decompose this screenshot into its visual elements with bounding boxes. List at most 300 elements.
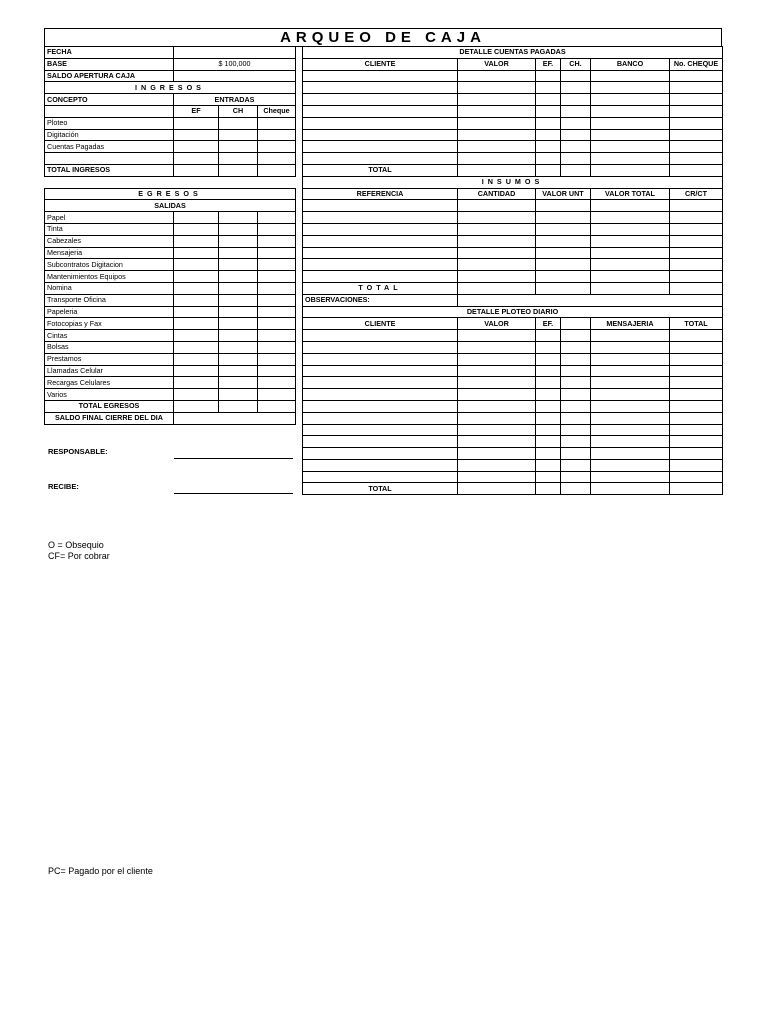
egresos-amount-cell[interactable] [258,389,296,401]
insumos-row-cell[interactable] [536,247,591,259]
egresos-amount-cell[interactable] [219,318,258,330]
ingresos-amount-cell[interactable] [174,117,219,129]
insumos-row-cell[interactable] [303,259,458,271]
egresos-amount-cell[interactable] [174,247,219,259]
egresos-amount-cell[interactable] [258,306,296,318]
egresos-item-label: Llamadas Celular [45,365,174,377]
egresos-item-label: Papel [45,212,174,224]
cuentas-row-cell[interactable] [303,70,458,82]
insumos-row-cell[interactable] [303,223,458,235]
ploteo-row-cell[interactable] [536,436,561,448]
ploteo-row-cell[interactable] [303,400,458,412]
egresos-amount-cell[interactable] [219,389,258,401]
egresos-amount-cell[interactable] [258,235,296,247]
egresos-row [45,389,296,401]
egresos-amount-cell[interactable] [258,282,296,294]
insumos-row-cell[interactable] [591,223,670,235]
egresos-amount-cell[interactable] [258,330,296,342]
cuentas-row-cell[interactable] [591,70,670,82]
ploteo-row-cell[interactable] [561,412,591,424]
cuentas-row-cell[interactable] [591,82,670,94]
cuentas-row-cell[interactable] [591,129,670,141]
cuentas-title-row [303,47,723,59]
insumos-row-cell[interactable] [670,235,723,247]
ploteo-row-cell[interactable] [591,330,670,342]
ploteo-row-cell[interactable] [561,400,591,412]
ingresos-amount-cell[interactable] [174,141,219,153]
egresos-item-label: Tinta [45,223,174,235]
cuentas-row-cell[interactable] [303,94,458,106]
egresos-amount-cell[interactable] [258,223,296,235]
cuentas-row-cell[interactable] [536,94,561,106]
egresos-amount-cell[interactable] [258,318,296,330]
observaciones-field[interactable] [458,294,723,306]
cuentas-row-cell[interactable] [536,105,561,117]
note-obsequio: O = Obsequio [48,540,104,550]
egresos-amount-cell[interactable] [219,235,258,247]
ploteo-row-cell[interactable] [458,459,536,471]
ingresos-amount-cell[interactable] [219,129,258,141]
ploteo-row-cell[interactable] [303,365,458,377]
insumos-row-cell[interactable] [458,200,536,212]
ploteo-row-cell[interactable] [458,389,536,401]
ploteo-row-cell[interactable] [561,353,591,365]
cuentas-title: DETALLE CUENTAS PAGADAS [303,47,723,59]
ploteo-row [303,389,723,401]
ploteo-row-cell[interactable] [591,448,670,460]
ploteo-row-cell[interactable] [591,412,670,424]
egresos-amount-cell[interactable] [174,306,219,318]
ploteo-row-cell[interactable] [670,459,723,471]
ploteo-row-cell[interactable] [670,471,723,483]
ploteo-row-cell[interactable] [536,341,561,353]
cuentas-row-cell[interactable] [591,94,670,106]
title-box [44,28,722,47]
saldo-final-field[interactable] [174,412,296,424]
insumos-row-cell[interactable] [536,223,591,235]
ploteo-row-cell[interactable] [591,389,670,401]
ploteo-header-row [303,318,723,330]
insumos-row-cell[interactable] [458,235,536,247]
saldo-apertura-row [45,70,296,82]
ploteo-row-cell[interactable] [303,377,458,389]
saldo-apertura-field[interactable] [174,70,296,82]
total-egresos-label: TOTAL EGRESOS [45,400,174,412]
insumos-row-cell[interactable] [458,259,536,271]
ploteo-row-cell[interactable] [561,377,591,389]
ploteo-row-cell[interactable] [591,341,670,353]
ploteo-row-cell[interactable] [458,365,536,377]
cuentas-row-cell[interactable] [458,117,536,129]
insumos-header-referencia: REFERENCIA [303,188,458,200]
egresos-amount-cell[interactable] [258,377,296,389]
egresos-amount-cell[interactable] [258,212,296,224]
egresos-amount-cell[interactable] [219,353,258,365]
cuentas-row-cell[interactable] [458,94,536,106]
cuentas-row [303,129,723,141]
ploteo-row-cell[interactable] [303,424,458,436]
ploteo-row-cell[interactable] [670,448,723,460]
left-section [44,46,296,425]
right-section [302,46,723,495]
insumos-row-cell[interactable] [536,212,591,224]
ploteo-row-cell[interactable] [536,459,561,471]
cuentas-row-cell[interactable] [536,141,561,153]
insumos-row-cell[interactable] [670,247,723,259]
ploteo-row-cell[interactable] [561,424,591,436]
cuentas-header-banco: BANCO [591,58,670,70]
ploteo-row-cell[interactable] [303,330,458,342]
entradas-label: ENTRADAS [174,94,296,106]
ploteo-row-cell[interactable] [303,412,458,424]
ploteo-row-cell[interactable] [458,436,536,448]
page-title: ARQUEO DE CAJA [45,29,722,47]
ploteo-row-cell[interactable] [670,365,723,377]
ploteo-row-cell[interactable] [670,424,723,436]
egresos-amount-cell[interactable] [174,365,219,377]
cuentas-row [303,117,723,129]
ploteo-row-cell[interactable] [458,471,536,483]
egresos-amount-cell[interactable] [258,259,296,271]
ploteo-row-cell[interactable] [536,424,561,436]
ploteo-row-cell[interactable] [591,353,670,365]
ingresos-amount-cell[interactable] [219,141,258,153]
insumos-row-cell[interactable] [303,200,458,212]
base-label: BASE [45,58,174,70]
ploteo-row-cell[interactable] [536,448,561,460]
ingresos-row [45,129,296,141]
insumos-row-cell[interactable] [303,271,458,283]
col-cheque-header: Cheque [258,105,296,117]
cuentas-row-cell[interactable] [670,82,723,94]
ploteo-row-cell[interactable] [591,365,670,377]
ingresos-amount-cell[interactable] [219,153,258,165]
insumos-row-cell[interactable] [458,271,536,283]
egresos-amount-cell[interactable] [219,365,258,377]
cuentas-row-cell[interactable] [561,117,591,129]
ingresos-amount-cell[interactable] [219,117,258,129]
ploteo-row-cell[interactable] [561,471,591,483]
insumos-row-cell[interactable] [458,223,536,235]
ploteo-row-cell[interactable] [670,400,723,412]
ploteo-row-cell[interactable] [458,377,536,389]
egresos-amount-cell[interactable] [219,341,258,353]
cuentas-row-cell[interactable] [303,82,458,94]
cuentas-row-cell[interactable] [591,141,670,153]
ploteo-row-cell[interactable] [303,459,458,471]
egresos-amount-cell[interactable] [174,330,219,342]
egresos-amount-cell[interactable] [174,259,219,271]
egresos-amount-cell[interactable] [174,271,219,283]
cuentas-row-cell[interactable] [303,105,458,117]
egresos-amount-cell[interactable] [258,271,296,283]
egresos-amount-cell[interactable] [174,282,219,294]
ploteo-row-cell[interactable] [458,353,536,365]
insumos-title: INSUMOS [303,176,723,188]
ploteo-row-cell[interactable] [458,330,536,342]
insumos-row-cell[interactable] [536,259,591,271]
egresos-row [45,259,296,271]
egresos-amount-cell[interactable] [258,353,296,365]
ploteo-header-total: TOTAL [670,318,723,330]
egresos-amount-cell[interactable] [174,341,219,353]
cuentas-row-cell[interactable] [591,117,670,129]
ploteo-row-cell[interactable] [536,365,561,377]
cuentas-total-row [303,164,723,176]
ploteo-row [303,448,723,460]
ploteo-row-cell[interactable] [670,341,723,353]
cuentas-row-cell[interactable] [536,70,561,82]
egresos-amount-cell[interactable] [258,341,296,353]
ploteo-row-cell[interactable] [561,448,591,460]
ploteo-row-cell[interactable] [561,436,591,448]
cuentas-row-cell[interactable] [458,105,536,117]
cuentas-row [303,141,723,153]
cuentas-rows [303,70,723,164]
ploteo-row-cell[interactable] [670,353,723,365]
cuentas-row-cell[interactable] [670,153,723,165]
ploteo-row-cell[interactable] [561,459,591,471]
ploteo-header-blank [561,318,591,330]
insumos-rows [303,200,723,283]
cuentas-row-cell[interactable] [303,153,458,165]
insumos-row-cell[interactable] [536,235,591,247]
insumos-row-cell[interactable] [458,212,536,224]
ploteo-row-cell[interactable] [536,400,561,412]
egresos-item-label: Cabezales [45,235,174,247]
ploteo-row-cell[interactable] [303,448,458,460]
insumos-row-cell[interactable] [458,247,536,259]
egresos-row [45,223,296,235]
ploteo-row-cell[interactable] [458,400,536,412]
insumos-row-cell[interactable] [591,271,670,283]
egresos-amount-cell[interactable] [174,377,219,389]
egresos-amount-cell[interactable] [174,318,219,330]
egresos-amount-cell[interactable] [219,247,258,259]
ploteo-row-cell[interactable] [561,389,591,401]
observaciones-label: OBSERVACIONES: [303,294,458,306]
cuentas-row-cell[interactable] [670,129,723,141]
saldo-final-row [45,412,296,424]
ploteo-row-cell[interactable] [591,377,670,389]
cuentas-header-cliente: CLIENTE [303,58,458,70]
ploteo-row-cell[interactable] [591,424,670,436]
ploteo-row-cell[interactable] [458,424,536,436]
egresos-item-label: Recargas Celulares [45,377,174,389]
cuentas-total-label: TOTAL [303,164,458,176]
ploteo-row-cell[interactable] [670,412,723,424]
ploteo-row-cell[interactable] [591,471,670,483]
egresos-item-label: Fotocopias y Fax [45,318,174,330]
egresos-row [45,353,296,365]
ploteo-header-ef: EF. [536,318,561,330]
cuentas-row-cell[interactable] [561,153,591,165]
cuentas-row-cell[interactable] [458,153,536,165]
ploteo-row-cell[interactable] [536,412,561,424]
cuentas-row-cell[interactable] [561,82,591,94]
egresos-amount-cell[interactable] [219,377,258,389]
ploteo-total-row [303,483,723,495]
ploteo-row-cell[interactable] [536,353,561,365]
insumos-row-cell[interactable] [591,235,670,247]
insumos-row-cell[interactable] [591,212,670,224]
egresos-amount-cell[interactable] [258,365,296,377]
ploteo-row [303,400,723,412]
insumos-row-cell[interactable] [536,271,591,283]
cuentas-row-cell[interactable] [536,117,561,129]
ingresos-row [45,117,296,129]
ploteo-title: DETALLE PLOTEO DIARIO [303,306,723,318]
cuentas-row-cell[interactable] [561,94,591,106]
ploteo-row-cell[interactable] [591,400,670,412]
fecha-row [45,47,296,59]
ploteo-rows [303,330,723,483]
insumos-row-cell[interactable] [670,200,723,212]
ploteo-row-cell[interactable] [536,330,561,342]
insumos-row-cell[interactable] [303,247,458,259]
cuentas-header-ef: EF. [536,58,561,70]
ingresos-amount-cell[interactable] [258,117,296,129]
cuentas-row-cell[interactable] [670,70,723,82]
cuentas-row-cell[interactable] [670,117,723,129]
insumos-row-cell[interactable] [591,259,670,271]
ploteo-row-cell[interactable] [670,389,723,401]
egresos-amount-cell[interactable] [174,389,219,401]
cuentas-header-no-cheque: No. CHEQUE [670,58,723,70]
ingresos-amount-cell[interactable] [174,129,219,141]
ploteo-row-cell[interactable] [303,353,458,365]
insumos-row-cell[interactable] [591,247,670,259]
total-ingresos-row [45,164,296,176]
ploteo-row-cell[interactable] [458,412,536,424]
insumos-total-label: TOTAL [303,282,458,294]
ingresos-amount-cell[interactable] [174,153,219,165]
cuentas-header-row [303,58,723,70]
egresos-amount-cell[interactable] [219,259,258,271]
cuentas-row-cell[interactable] [458,141,536,153]
ploteo-row-cell[interactable] [458,448,536,460]
egresos-row [45,377,296,389]
cuentas-row-cell[interactable] [561,141,591,153]
cuentas-row-cell[interactable] [303,117,458,129]
egresos-amount-cell[interactable] [219,330,258,342]
ploteo-row [303,377,723,389]
responsable-signature-line[interactable] [174,458,293,459]
egresos-amount-cell[interactable] [258,247,296,259]
insumos-row-cell[interactable] [670,259,723,271]
ploteo-row-cell[interactable] [303,471,458,483]
cuentas-row-cell[interactable] [303,129,458,141]
egresos-row [45,282,296,294]
ploteo-row-cell[interactable] [536,377,561,389]
ploteo-row-cell[interactable] [536,471,561,483]
ploteo-row-cell[interactable] [303,341,458,353]
note-por-cobrar: CF= Por cobrar [48,551,110,561]
ploteo-row-cell[interactable] [561,365,591,377]
egresos-row [45,212,296,224]
egresos-row [45,330,296,342]
egresos-amount-cell[interactable] [174,212,219,224]
ploteo-row-cell[interactable] [591,459,670,471]
ploteo-row-cell[interactable] [561,330,591,342]
ploteo-row-cell[interactable] [670,436,723,448]
insumos-row-cell[interactable] [670,223,723,235]
egresos-amount-cell[interactable] [174,353,219,365]
recibe-label: RECIBE: [48,482,79,491]
recibe-signature-line[interactable] [174,493,293,494]
egresos-amount-cell[interactable] [174,235,219,247]
ploteo-row-cell[interactable] [303,389,458,401]
insumos-row-cell[interactable] [670,271,723,283]
ingresos-amount-cell[interactable] [258,153,296,165]
ploteo-row-cell[interactable] [561,341,591,353]
cuentas-row-cell[interactable] [458,129,536,141]
ploteo-row-cell[interactable] [670,377,723,389]
egresos-amount-cell[interactable] [219,212,258,224]
ingresos-item-label: Cuentas Pagadas [45,141,174,153]
egresos-item-label: Mantenimientos Equipos [45,271,174,283]
cuentas-row [303,94,723,106]
cuentas-row-cell[interactable] [458,70,536,82]
ploteo-row-cell[interactable] [536,389,561,401]
ploteo-row-cell[interactable] [303,436,458,448]
fecha-field[interactable] [174,47,296,59]
insumos-row-cell[interactable] [303,212,458,224]
cuentas-row-cell[interactable] [561,129,591,141]
cuentas-row-cell[interactable] [536,129,561,141]
cuentas-row-cell[interactable] [670,105,723,117]
cuentas-row-cell[interactable] [458,82,536,94]
insumos-header-valor-total: VALOR TOTAL [591,188,670,200]
cuentas-row-cell[interactable] [536,153,561,165]
saldo-final-label: SALDO FINAL CIERRE DEL DIA [45,412,174,424]
cuentas-row-cell[interactable] [591,153,670,165]
insumos-row-cell[interactable] [591,200,670,212]
egresos-row [45,318,296,330]
ploteo-row [303,424,723,436]
egresos-amount-cell[interactable] [219,271,258,283]
egresos-row [45,235,296,247]
cuentas-row-cell[interactable] [303,141,458,153]
cuentas-row-cell[interactable] [591,105,670,117]
cuentas-row-cell[interactable] [670,141,723,153]
ploteo-row [303,436,723,448]
egresos-amount-cell[interactable] [219,306,258,318]
ingresos-amount-cell[interactable] [258,129,296,141]
egresos-amount-cell[interactable] [174,223,219,235]
right-table [302,46,723,495]
egresos-amount-cell[interactable] [219,223,258,235]
cuentas-row-cell[interactable] [670,94,723,106]
egresos-item-label: Transporte Oficina [45,294,174,306]
cuentas-row-cell[interactable] [561,70,591,82]
egresos-amount-cell[interactable] [174,294,219,306]
insumos-row-cell[interactable] [670,212,723,224]
egresos-amount-cell[interactable] [219,294,258,306]
insumos-row-cell[interactable] [303,235,458,247]
ingresos-item-label [45,153,174,165]
egresos-amount-cell[interactable] [219,282,258,294]
base-row [45,58,296,70]
ploteo-row-cell[interactable] [458,341,536,353]
ploteo-row-cell[interactable] [670,330,723,342]
ingresos-amount-cell[interactable] [258,141,296,153]
ploteo-row-cell[interactable] [591,436,670,448]
cuentas-row-cell[interactable] [536,82,561,94]
insumos-row-cell[interactable] [536,200,591,212]
egresos-amount-cell[interactable] [258,294,296,306]
cuentas-row-cell[interactable] [561,105,591,117]
